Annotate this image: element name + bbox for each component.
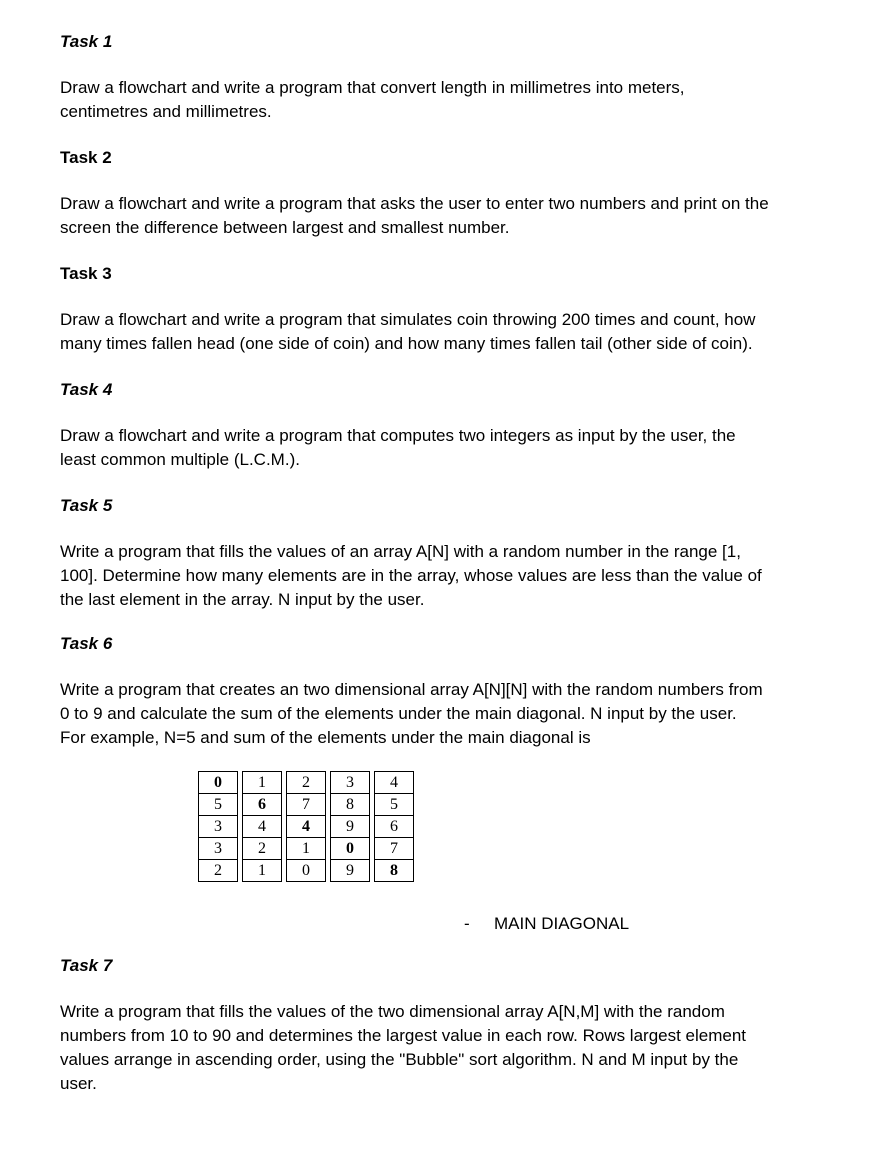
task-2-line: screen the difference between largest and smallest number.: [60, 218, 510, 237]
task-1-heading: Task 1: [60, 32, 113, 51]
matrix-cell-diagonal: 4: [287, 816, 326, 838]
task-3-text: [60, 308, 755, 356]
task-1-line: Draw a flowchart and write a program that convert length in millimetres into meters,: [60, 78, 685, 97]
legend-dash: -: [464, 914, 470, 933]
matrix-cell: 3: [199, 838, 238, 860]
matrix-cell-diagonal: 8: [375, 860, 414, 882]
matrix-row: [199, 838, 414, 860]
matrix-cell: 9: [331, 860, 370, 882]
task-6-text: [60, 678, 763, 750]
matrix-cell: 1: [287, 838, 326, 860]
task-6-line: Write a program that creates an two dimensional array A[N][N] with the random numbers from: [60, 680, 763, 699]
task-3-line: Draw a flowchart and write a program that simulates coin throwing 200 times and count, how: [60, 310, 756, 329]
example-matrix: [198, 771, 414, 882]
task-5-line: Write a program that fills the values of an array A[N] with a random number in the range [1,: [60, 542, 741, 561]
task-5-heading: Task 5: [60, 496, 113, 515]
matrix-row: [199, 860, 414, 882]
task-7-text: [60, 1000, 746, 1096]
matrix-cell: 1: [243, 860, 282, 882]
task-1-text: [60, 76, 685, 124]
matrix-cell: 8: [331, 794, 370, 816]
matrix-cell: 2: [287, 772, 326, 794]
matrix-cell-diagonal: 6: [243, 794, 282, 816]
task-4-line: least common multiple (L.C.M.).: [60, 450, 300, 469]
task-7-line: numbers from 10 to 90 and determines the largest value in each row. Rows largest element: [60, 1026, 747, 1045]
task-6-line: For example, N=5 and sum of the elements under the main diagonal is: [60, 728, 591, 747]
task-5-line: the last element in the array. N input by the user.: [60, 590, 425, 609]
matrix-cell: 7: [375, 838, 414, 860]
matrix-cell-diagonal: 0: [199, 772, 238, 794]
task-2-heading: Task 2: [60, 148, 112, 167]
matrix-cell: 3: [199, 816, 238, 838]
matrix-cell: 6: [375, 816, 414, 838]
task-4-heading: Task 4: [60, 380, 113, 399]
task-7-line: values arrange in ascending order, using the "Bubble" sort algorithm. N and M input by the: [60, 1050, 739, 1069]
task-4-line: Draw a flowchart and write a program that computes two integers as input by the user, the: [60, 426, 736, 445]
task-5-text: [60, 540, 762, 612]
task-6-line: 0 to 9 and calculate the sum of the elements under the main diagonal. N input by the user.: [60, 704, 737, 723]
matrix-cell: 9: [331, 816, 370, 838]
task-6-heading: Task 6: [60, 634, 113, 653]
matrix-row: [199, 816, 414, 838]
task-7-line: Write a program that fills the values of the two dimensional array A[N,M] with the random: [60, 1002, 725, 1021]
matrix-cell: 4: [243, 816, 282, 838]
legend-label: MAIN DIAGONAL: [494, 914, 630, 933]
task-7-heading: Task 7: [60, 956, 113, 975]
matrix-cell: 3: [331, 772, 370, 794]
matrix-cell: 2: [199, 860, 238, 882]
task-2-text: [60, 192, 769, 240]
matrix-cell: 2: [243, 838, 282, 860]
task-1-line: centimetres and millimetres.: [60, 102, 272, 121]
matrix-cell-diagonal: 0: [331, 838, 370, 860]
matrix-cell: 0: [287, 860, 326, 882]
task-7-line: user.: [60, 1074, 97, 1093]
matrix-cell: 1: [243, 772, 282, 794]
matrix-cell: 7: [287, 794, 326, 816]
main-diagonal-legend: [464, 912, 629, 936]
task-5-line: 100]. Determine how many elements are in the array, whose values are less than the value of: [60, 566, 762, 585]
matrix-cell: 5: [199, 794, 238, 816]
matrix-row: [199, 772, 414, 794]
matrix-row: [199, 794, 414, 816]
task-3-line: many times fallen head (one side of coin) and how many times fallen tail (other side of coin).: [60, 334, 753, 353]
matrix-cell: 5: [375, 794, 414, 816]
matrix-cell: 4: [375, 772, 414, 794]
task-4-text: [60, 424, 736, 472]
task-2-line: Draw a flowchart and write a program that asks the user to enter two numbers and print on the: [60, 194, 769, 213]
task-3-heading: Task 3: [60, 264, 112, 283]
